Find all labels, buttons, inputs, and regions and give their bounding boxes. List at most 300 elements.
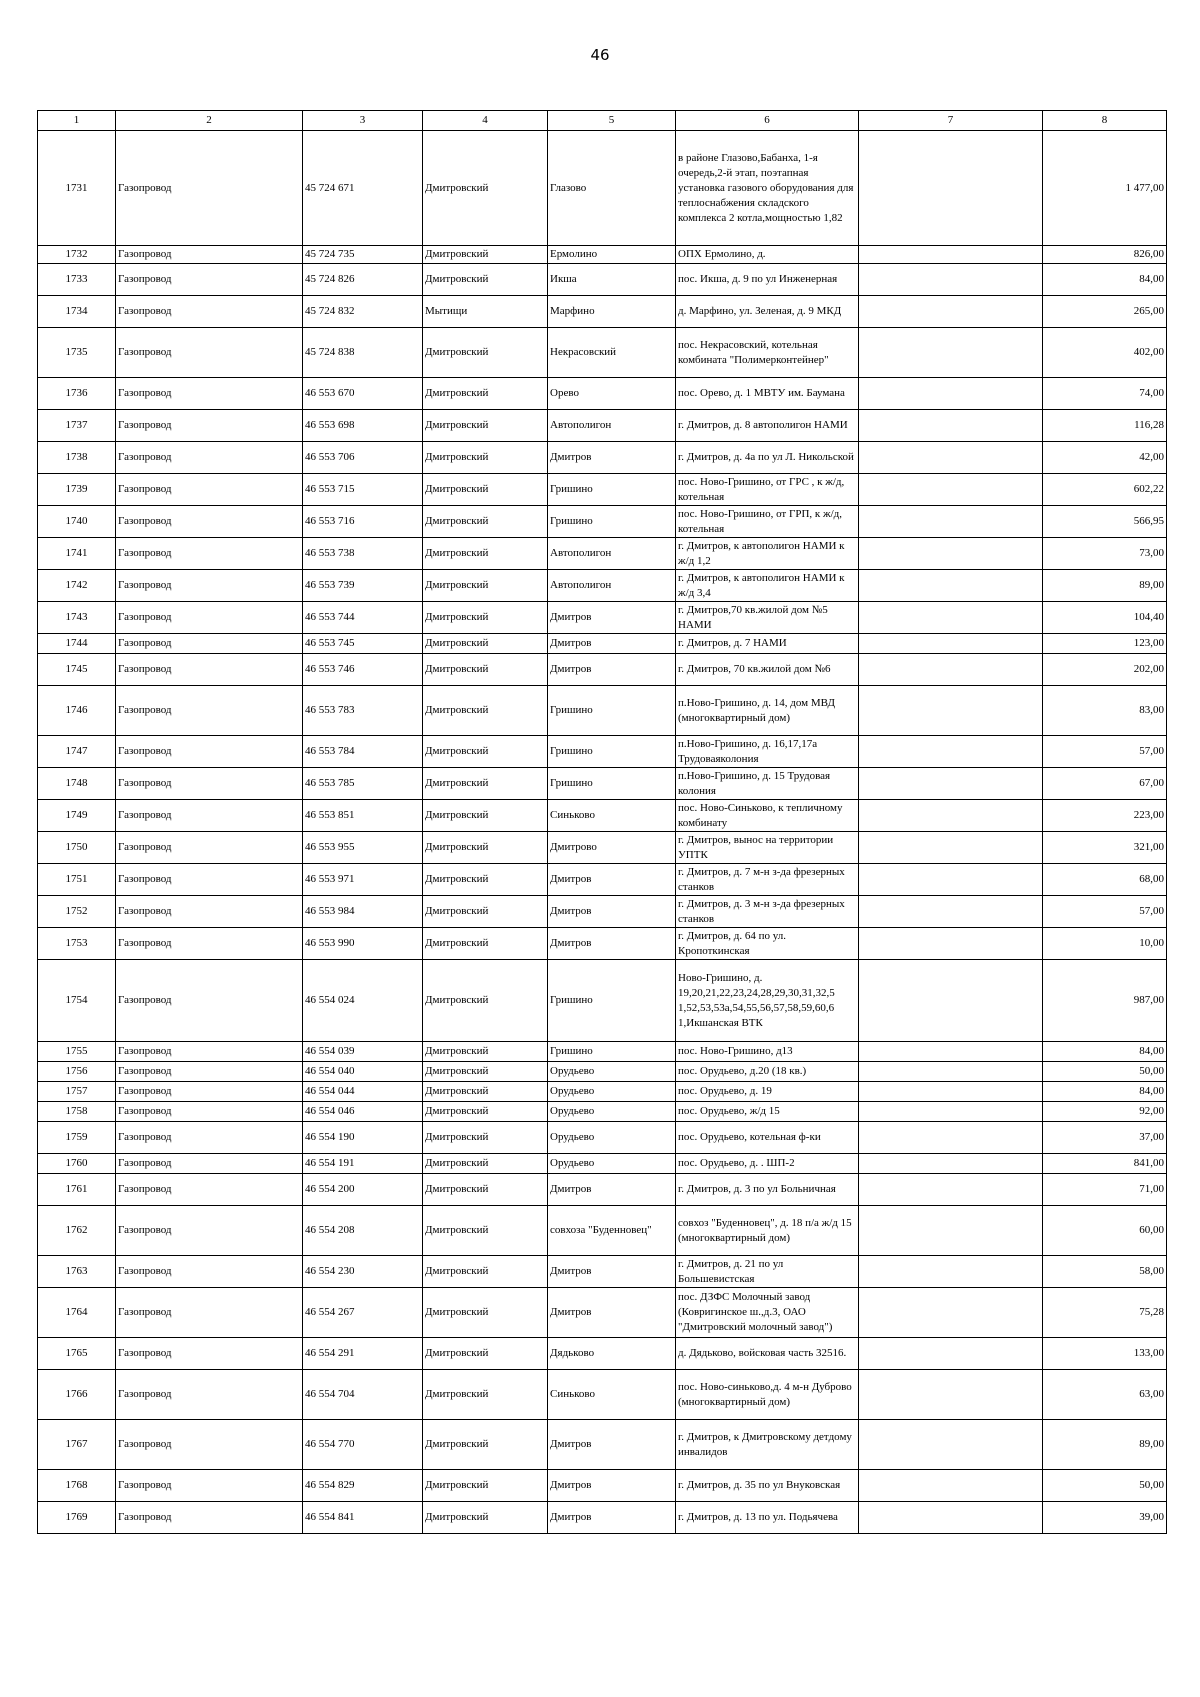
table-row — [38, 896, 1167, 928]
cell-locality: Автополигон — [548, 538, 676, 570]
cell-address-description: в районе Глазово,Бабанха, 1-я очередь,2-й этап, поэтапная установка газового оборудования для теплоснабжения складского комплекса 2 котла,мощностью 1,82 — [676, 131, 859, 246]
cell-address-description: г. Дмитров, д. 4а по ул Л. Никольской — [676, 442, 859, 474]
cell-address-description: г. Дмитров, к Дмитровскому детдому инвалидов — [676, 1420, 859, 1470]
cell-oktmo-code: 46 554 829 — [303, 1470, 423, 1502]
page-number: 46 — [590, 46, 610, 64]
cell-row-number: 1756 — [38, 1062, 116, 1082]
cell-district: Дмитровский — [423, 378, 548, 410]
cell-district: Дмитровский — [423, 570, 548, 602]
cell-note — [859, 296, 1043, 328]
table-row — [38, 654, 1167, 686]
cell-address-description: г. Дмитров, д. 3 по ул Больничная — [676, 1174, 859, 1206]
cell-oktmo-code: 46 554 230 — [303, 1256, 423, 1288]
cell-row-number: 1767 — [38, 1420, 116, 1470]
cell-object-type: Газопровод — [116, 1338, 303, 1370]
cell-district: Дмитровский — [423, 1256, 548, 1288]
cell-length-value: 321,00 — [1043, 832, 1167, 864]
cell-locality: Дмитров — [548, 654, 676, 686]
cell-locality: Дмитров — [548, 1288, 676, 1338]
cell-address-description: пос. Орудьево, д. . ШП-2 — [676, 1154, 859, 1174]
cell-district: Дмитровский — [423, 864, 548, 896]
cell-object-type: Газопровод — [116, 538, 303, 570]
cell-length-value: 57,00 — [1043, 896, 1167, 928]
column-header: 7 — [859, 111, 1043, 131]
cell-row-number: 1748 — [38, 768, 116, 800]
cell-address-description: пос. Ново-Синьково, к тепличному комбинату — [676, 800, 859, 832]
cell-object-type: Газопровод — [116, 1042, 303, 1062]
cell-note — [859, 328, 1043, 378]
cell-object-type: Газопровод — [116, 1102, 303, 1122]
cell-length-value: 42,00 — [1043, 442, 1167, 474]
cell-address-description: пос. Ново-синьково,д. 4 м-н Дуброво (многоквартирный дом) — [676, 1370, 859, 1420]
cell-object-type: Газопровод — [116, 1174, 303, 1206]
table-row — [38, 246, 1167, 264]
cell-district: Дмитровский — [423, 736, 548, 768]
cell-note — [859, 246, 1043, 264]
cell-district: Дмитровский — [423, 246, 548, 264]
cell-oktmo-code: 46 553 739 — [303, 570, 423, 602]
cell-oktmo-code: 45 724 826 — [303, 264, 423, 296]
table-row — [38, 328, 1167, 378]
cell-oktmo-code: 46 553 851 — [303, 800, 423, 832]
cell-district: Дмитровский — [423, 1470, 548, 1502]
cell-length-value: 84,00 — [1043, 264, 1167, 296]
cell-length-value: 202,00 — [1043, 654, 1167, 686]
cell-row-number: 1755 — [38, 1042, 116, 1062]
column-header: 8 — [1043, 111, 1167, 131]
table-row — [38, 378, 1167, 410]
cell-oktmo-code: 46 553 715 — [303, 474, 423, 506]
cell-object-type: Газопровод — [116, 506, 303, 538]
cell-note — [859, 1206, 1043, 1256]
cell-district: Дмитровский — [423, 1122, 548, 1154]
cell-object-type: Газопровод — [116, 654, 303, 686]
cell-note — [859, 864, 1043, 896]
cell-object-type: Газопровод — [116, 686, 303, 736]
cell-address-description: пос. Орудьево, котельная ф-ки — [676, 1122, 859, 1154]
cell-note — [859, 538, 1043, 570]
cell-oktmo-code: 46 554 704 — [303, 1370, 423, 1420]
cell-oktmo-code: 45 724 832 — [303, 296, 423, 328]
cell-object-type: Газопровод — [116, 296, 303, 328]
cell-note — [859, 928, 1043, 960]
cell-note — [859, 1288, 1043, 1338]
cell-note — [859, 442, 1043, 474]
cell-district: Дмитровский — [423, 1042, 548, 1062]
cell-oktmo-code: 46 553 670 — [303, 378, 423, 410]
cell-locality: Дмитров — [548, 442, 676, 474]
column-header: 5 — [548, 111, 676, 131]
cell-length-value: 75,28 — [1043, 1288, 1167, 1338]
cell-object-type: Газопровод — [116, 1122, 303, 1154]
cell-object-type: Газопровод — [116, 264, 303, 296]
cell-address-description: пос. ДЗФС Молочный завод (Ковригинское ш.,д.3, ОАО "Дмитровский молочный завод") — [676, 1288, 859, 1338]
cell-length-value: 123,00 — [1043, 634, 1167, 654]
cell-district: Дмитровский — [423, 1082, 548, 1102]
cell-note — [859, 832, 1043, 864]
cell-district: Дмитровский — [423, 800, 548, 832]
cell-oktmo-code: 46 553 746 — [303, 654, 423, 686]
cell-district: Дмитровский — [423, 264, 548, 296]
cell-locality: совхоза "Буденновец" — [548, 1206, 676, 1256]
cell-length-value: 83,00 — [1043, 686, 1167, 736]
cell-locality: Синьково — [548, 1370, 676, 1420]
cell-object-type: Газопровод — [116, 131, 303, 246]
registry-table — [37, 110, 1167, 1534]
cell-note — [859, 1062, 1043, 1082]
cell-row-number: 1763 — [38, 1256, 116, 1288]
cell-address-description: г. Дмитров, вынос на территории УПТК — [676, 832, 859, 864]
cell-district: Дмитровский — [423, 328, 548, 378]
cell-locality: Гришино — [548, 736, 676, 768]
cell-length-value: 84,00 — [1043, 1082, 1167, 1102]
table-row — [38, 474, 1167, 506]
cell-length-value: 133,00 — [1043, 1338, 1167, 1370]
cell-address-description: пос. Ново-Гришино, от ГРС , к ж/д, котельная — [676, 474, 859, 506]
cell-note — [859, 131, 1043, 246]
cell-length-value: 987,00 — [1043, 960, 1167, 1042]
table-row — [38, 1470, 1167, 1502]
table-row — [38, 1082, 1167, 1102]
cell-length-value: 223,00 — [1043, 800, 1167, 832]
column-header: 4 — [423, 111, 548, 131]
cell-oktmo-code: 46 554 291 — [303, 1338, 423, 1370]
cell-row-number: 1760 — [38, 1154, 116, 1174]
cell-note — [859, 634, 1043, 654]
cell-district: Мытищи — [423, 296, 548, 328]
table-row — [38, 131, 1167, 246]
cell-length-value: 74,00 — [1043, 378, 1167, 410]
cell-address-description: ОПХ Ермолино, д. — [676, 246, 859, 264]
cell-locality: Гришино — [548, 474, 676, 506]
cell-locality: Дмитров — [548, 1470, 676, 1502]
cell-note — [859, 474, 1043, 506]
cell-row-number: 1758 — [38, 1102, 116, 1122]
cell-note — [859, 506, 1043, 538]
cell-object-type: Газопровод — [116, 1256, 303, 1288]
cell-object-type: Газопровод — [116, 896, 303, 928]
cell-row-number: 1742 — [38, 570, 116, 602]
cell-address-description: г. Дмитров, к автополигон НАМИ к ж/д 3,4 — [676, 570, 859, 602]
cell-note — [859, 1082, 1043, 1102]
table-row — [38, 1206, 1167, 1256]
cell-row-number: 1751 — [38, 864, 116, 896]
table-row — [38, 864, 1167, 896]
cell-oktmo-code: 46 553 784 — [303, 736, 423, 768]
cell-locality: Глазово — [548, 131, 676, 246]
cell-oktmo-code: 45 724 671 — [303, 131, 423, 246]
cell-object-type: Газопровод — [116, 1062, 303, 1082]
table-row — [38, 1062, 1167, 1082]
cell-object-type: Газопровод — [116, 928, 303, 960]
cell-row-number: 1747 — [38, 736, 116, 768]
cell-row-number: 1749 — [38, 800, 116, 832]
cell-row-number: 1750 — [38, 832, 116, 864]
cell-row-number: 1753 — [38, 928, 116, 960]
cell-length-value: 841,00 — [1043, 1154, 1167, 1174]
cell-object-type: Газопровод — [116, 1206, 303, 1256]
cell-row-number: 1731 — [38, 131, 116, 246]
cell-oktmo-code: 46 553 738 — [303, 538, 423, 570]
cell-length-value: 73,00 — [1043, 538, 1167, 570]
cell-address-description: д. Дядьково, войсковая часть 32516. — [676, 1338, 859, 1370]
cell-address-description: г. Дмитров,70 кв.жилой дом №5 НАМИ — [676, 602, 859, 634]
cell-object-type: Газопровод — [116, 634, 303, 654]
cell-note — [859, 1154, 1043, 1174]
cell-district: Дмитровский — [423, 1420, 548, 1470]
cell-district: Дмитровский — [423, 1174, 548, 1206]
cell-length-value: 58,00 — [1043, 1256, 1167, 1288]
cell-length-value: 1 477,00 — [1043, 131, 1167, 246]
cell-object-type: Газопровод — [116, 1288, 303, 1338]
table-row — [38, 1102, 1167, 1122]
cell-district: Дмитровский — [423, 1288, 548, 1338]
cell-length-value: 89,00 — [1043, 570, 1167, 602]
cell-oktmo-code: 46 554 200 — [303, 1174, 423, 1206]
cell-note — [859, 1256, 1043, 1288]
cell-length-value: 60,00 — [1043, 1206, 1167, 1256]
column-header: 2 — [116, 111, 303, 131]
table-row — [38, 1502, 1167, 1534]
cell-row-number: 1764 — [38, 1288, 116, 1338]
cell-address-description: г. Дмитров, 70 кв.жилой дом №6 — [676, 654, 859, 686]
cell-address-description: г. Дмитров, д. 35 по ул Внуковская — [676, 1470, 859, 1502]
cell-address-description: г. Дмитров, д. 7 м-н з-да фрезерных станков — [676, 864, 859, 896]
cell-row-number: 1734 — [38, 296, 116, 328]
cell-district: Дмитровский — [423, 654, 548, 686]
cell-address-description: пос. Орудьево, д.20 (18 кв.) — [676, 1062, 859, 1082]
cell-oktmo-code: 46 554 190 — [303, 1122, 423, 1154]
table-row — [38, 960, 1167, 1042]
table-row — [38, 736, 1167, 768]
cell-oktmo-code: 46 553 716 — [303, 506, 423, 538]
cell-district: Дмитровский — [423, 506, 548, 538]
cell-address-description: г. Дмитров, д. 7 НАМИ — [676, 634, 859, 654]
cell-locality: Орудьево — [548, 1154, 676, 1174]
column-header: 3 — [303, 111, 423, 131]
cell-district: Дмитровский — [423, 686, 548, 736]
table-row — [38, 1420, 1167, 1470]
table-row — [38, 634, 1167, 654]
cell-object-type: Газопровод — [116, 1470, 303, 1502]
table-row — [38, 1154, 1167, 1174]
table-row — [38, 442, 1167, 474]
cell-oktmo-code: 46 554 841 — [303, 1502, 423, 1534]
cell-district: Дмитровский — [423, 928, 548, 960]
cell-oktmo-code: 46 554 770 — [303, 1420, 423, 1470]
cell-oktmo-code: 46 554 267 — [303, 1288, 423, 1338]
table-row — [38, 686, 1167, 736]
cell-address-description: г. Дмитров, д. 8 автополигон НАМИ — [676, 410, 859, 442]
cell-row-number: 1752 — [38, 896, 116, 928]
cell-oktmo-code: 46 553 990 — [303, 928, 423, 960]
cell-object-type: Газопровод — [116, 410, 303, 442]
cell-address-description: г. Дмитров, к автополигон НАМИ к ж/д 1,2 — [676, 538, 859, 570]
cell-district: Дмитровский — [423, 1370, 548, 1420]
cell-district: Дмитровский — [423, 768, 548, 800]
table-row — [38, 1338, 1167, 1370]
cell-row-number: 1768 — [38, 1470, 116, 1502]
table-row — [38, 1042, 1167, 1062]
cell-row-number: 1736 — [38, 378, 116, 410]
cell-length-value: 50,00 — [1043, 1062, 1167, 1082]
cell-row-number: 1741 — [38, 538, 116, 570]
cell-row-number: 1745 — [38, 654, 116, 686]
cell-object-type: Газопровод — [116, 570, 303, 602]
cell-oktmo-code: 46 553 971 — [303, 864, 423, 896]
cell-address-description: пос. Ново-Гришино, от ГРП, к ж/д, котельная — [676, 506, 859, 538]
cell-length-value: 57,00 — [1043, 736, 1167, 768]
cell-oktmo-code: 46 553 698 — [303, 410, 423, 442]
cell-address-description: пос. Икша, д. 9 по ул Инженерная — [676, 264, 859, 296]
column-header-row — [38, 111, 1167, 131]
cell-note — [859, 686, 1043, 736]
cell-note — [859, 736, 1043, 768]
cell-locality: Икша — [548, 264, 676, 296]
cell-address-description: пос. Некрасовский, котельная комбината "Полимерконтейнер" — [676, 328, 859, 378]
cell-oktmo-code: 46 554 046 — [303, 1102, 423, 1122]
cell-oktmo-code: 45 724 838 — [303, 328, 423, 378]
cell-note — [859, 1042, 1043, 1062]
cell-district: Дмитровский — [423, 474, 548, 506]
cell-row-number: 1743 — [38, 602, 116, 634]
cell-locality: Гришино — [548, 960, 676, 1042]
cell-note — [859, 1174, 1043, 1206]
cell-row-number: 1757 — [38, 1082, 116, 1102]
table-row — [38, 1256, 1167, 1288]
cell-locality: Дмитров — [548, 864, 676, 896]
cell-note — [859, 960, 1043, 1042]
cell-length-value: 92,00 — [1043, 1102, 1167, 1122]
cell-length-value: 63,00 — [1043, 1370, 1167, 1420]
cell-address-description: пос. Орудьево, ж/д 15 — [676, 1102, 859, 1122]
cell-length-value: 50,00 — [1043, 1470, 1167, 1502]
cell-row-number: 1738 — [38, 442, 116, 474]
cell-row-number: 1762 — [38, 1206, 116, 1256]
cell-district: Дмитровский — [423, 634, 548, 654]
cell-note — [859, 410, 1043, 442]
cell-row-number: 1739 — [38, 474, 116, 506]
cell-row-number: 1735 — [38, 328, 116, 378]
cell-length-value: 67,00 — [1043, 768, 1167, 800]
cell-address-description: совхоз "Буденновец", д. 18 п/а ж/д 15 (многоквартирный дом) — [676, 1206, 859, 1256]
cell-object-type: Газопровод — [116, 246, 303, 264]
cell-note — [859, 1102, 1043, 1122]
cell-length-value: 10,00 — [1043, 928, 1167, 960]
cell-locality: Орудьево — [548, 1062, 676, 1082]
cell-length-value: 566,95 — [1043, 506, 1167, 538]
cell-row-number: 1765 — [38, 1338, 116, 1370]
cell-note — [859, 1420, 1043, 1470]
cell-oktmo-code: 46 553 955 — [303, 832, 423, 864]
cell-object-type: Газопровод — [116, 1154, 303, 1174]
cell-address-description: г. Дмитров, д. 21 по ул Большевистская — [676, 1256, 859, 1288]
cell-district: Дмитровский — [423, 960, 548, 1042]
cell-oktmo-code: 46 554 191 — [303, 1154, 423, 1174]
cell-locality: Гришино — [548, 506, 676, 538]
cell-locality: Автополигон — [548, 570, 676, 602]
cell-note — [859, 1338, 1043, 1370]
column-header: 1 — [38, 111, 116, 131]
cell-length-value: 71,00 — [1043, 1174, 1167, 1206]
cell-district: Дмитровский — [423, 602, 548, 634]
cell-oktmo-code: 46 553 785 — [303, 768, 423, 800]
cell-address-description: п.Ново-Гришино, д. 14, дом МВД (многоквартирный дом) — [676, 686, 859, 736]
cell-note — [859, 1370, 1043, 1420]
cell-object-type: Газопровод — [116, 864, 303, 896]
cell-oktmo-code: 46 554 208 — [303, 1206, 423, 1256]
cell-note — [859, 570, 1043, 602]
cell-locality: Дмитров — [548, 1256, 676, 1288]
cell-object-type: Газопровод — [116, 1082, 303, 1102]
cell-note — [859, 602, 1043, 634]
cell-object-type: Газопровод — [116, 960, 303, 1042]
cell-oktmo-code: 46 554 044 — [303, 1082, 423, 1102]
cell-address-description: г. Дмитров, д. 13 по ул. Подьячева — [676, 1502, 859, 1534]
cell-length-value: 116,28 — [1043, 410, 1167, 442]
cell-row-number: 1761 — [38, 1174, 116, 1206]
cell-locality: Некрасовский — [548, 328, 676, 378]
cell-locality: Орудьево — [548, 1082, 676, 1102]
cell-address-description: пос. Орудьево, д. 19 — [676, 1082, 859, 1102]
table-row — [38, 602, 1167, 634]
cell-length-value: 68,00 — [1043, 864, 1167, 896]
cell-object-type: Газопровод — [116, 736, 303, 768]
cell-locality: Дмитров — [548, 1174, 676, 1206]
cell-locality: Орудьево — [548, 1122, 676, 1154]
table-row — [38, 570, 1167, 602]
table-row — [38, 768, 1167, 800]
table-row — [38, 264, 1167, 296]
cell-oktmo-code: 46 553 984 — [303, 896, 423, 928]
cell-locality: Автополигон — [548, 410, 676, 442]
cell-note — [859, 654, 1043, 686]
cell-address-description: п.Ново-Гришино, д. 15 Трудовая колония — [676, 768, 859, 800]
cell-row-number: 1769 — [38, 1502, 116, 1534]
cell-oktmo-code: 46 553 706 — [303, 442, 423, 474]
cell-locality: Дядьково — [548, 1338, 676, 1370]
cell-note — [859, 1470, 1043, 1502]
cell-district: Дмитровский — [423, 1502, 548, 1534]
cell-length-value: 39,00 — [1043, 1502, 1167, 1534]
cell-note — [859, 896, 1043, 928]
cell-locality: Дмитров — [548, 602, 676, 634]
cell-object-type: Газопровод — [116, 768, 303, 800]
cell-locality: Синьково — [548, 800, 676, 832]
table-row — [38, 1122, 1167, 1154]
cell-object-type: Газопровод — [116, 378, 303, 410]
table-row — [38, 928, 1167, 960]
cell-row-number: 1746 — [38, 686, 116, 736]
cell-oktmo-code: 46 554 039 — [303, 1042, 423, 1062]
cell-district: Дмитровский — [423, 1102, 548, 1122]
cell-row-number: 1737 — [38, 410, 116, 442]
cell-district: Дмитровский — [423, 410, 548, 442]
cell-object-type: Газопровод — [116, 832, 303, 864]
table-row — [38, 506, 1167, 538]
cell-locality: Гришино — [548, 1042, 676, 1062]
cell-row-number: 1759 — [38, 1122, 116, 1154]
cell-oktmo-code: 46 553 783 — [303, 686, 423, 736]
cell-length-value: 37,00 — [1043, 1122, 1167, 1154]
cell-district: Дмитровский — [423, 1338, 548, 1370]
cell-row-number: 1744 — [38, 634, 116, 654]
table-row — [38, 1288, 1167, 1338]
cell-note — [859, 378, 1043, 410]
cell-length-value: 602,22 — [1043, 474, 1167, 506]
cell-oktmo-code: 46 553 744 — [303, 602, 423, 634]
cell-district: Дмитровский — [423, 131, 548, 246]
